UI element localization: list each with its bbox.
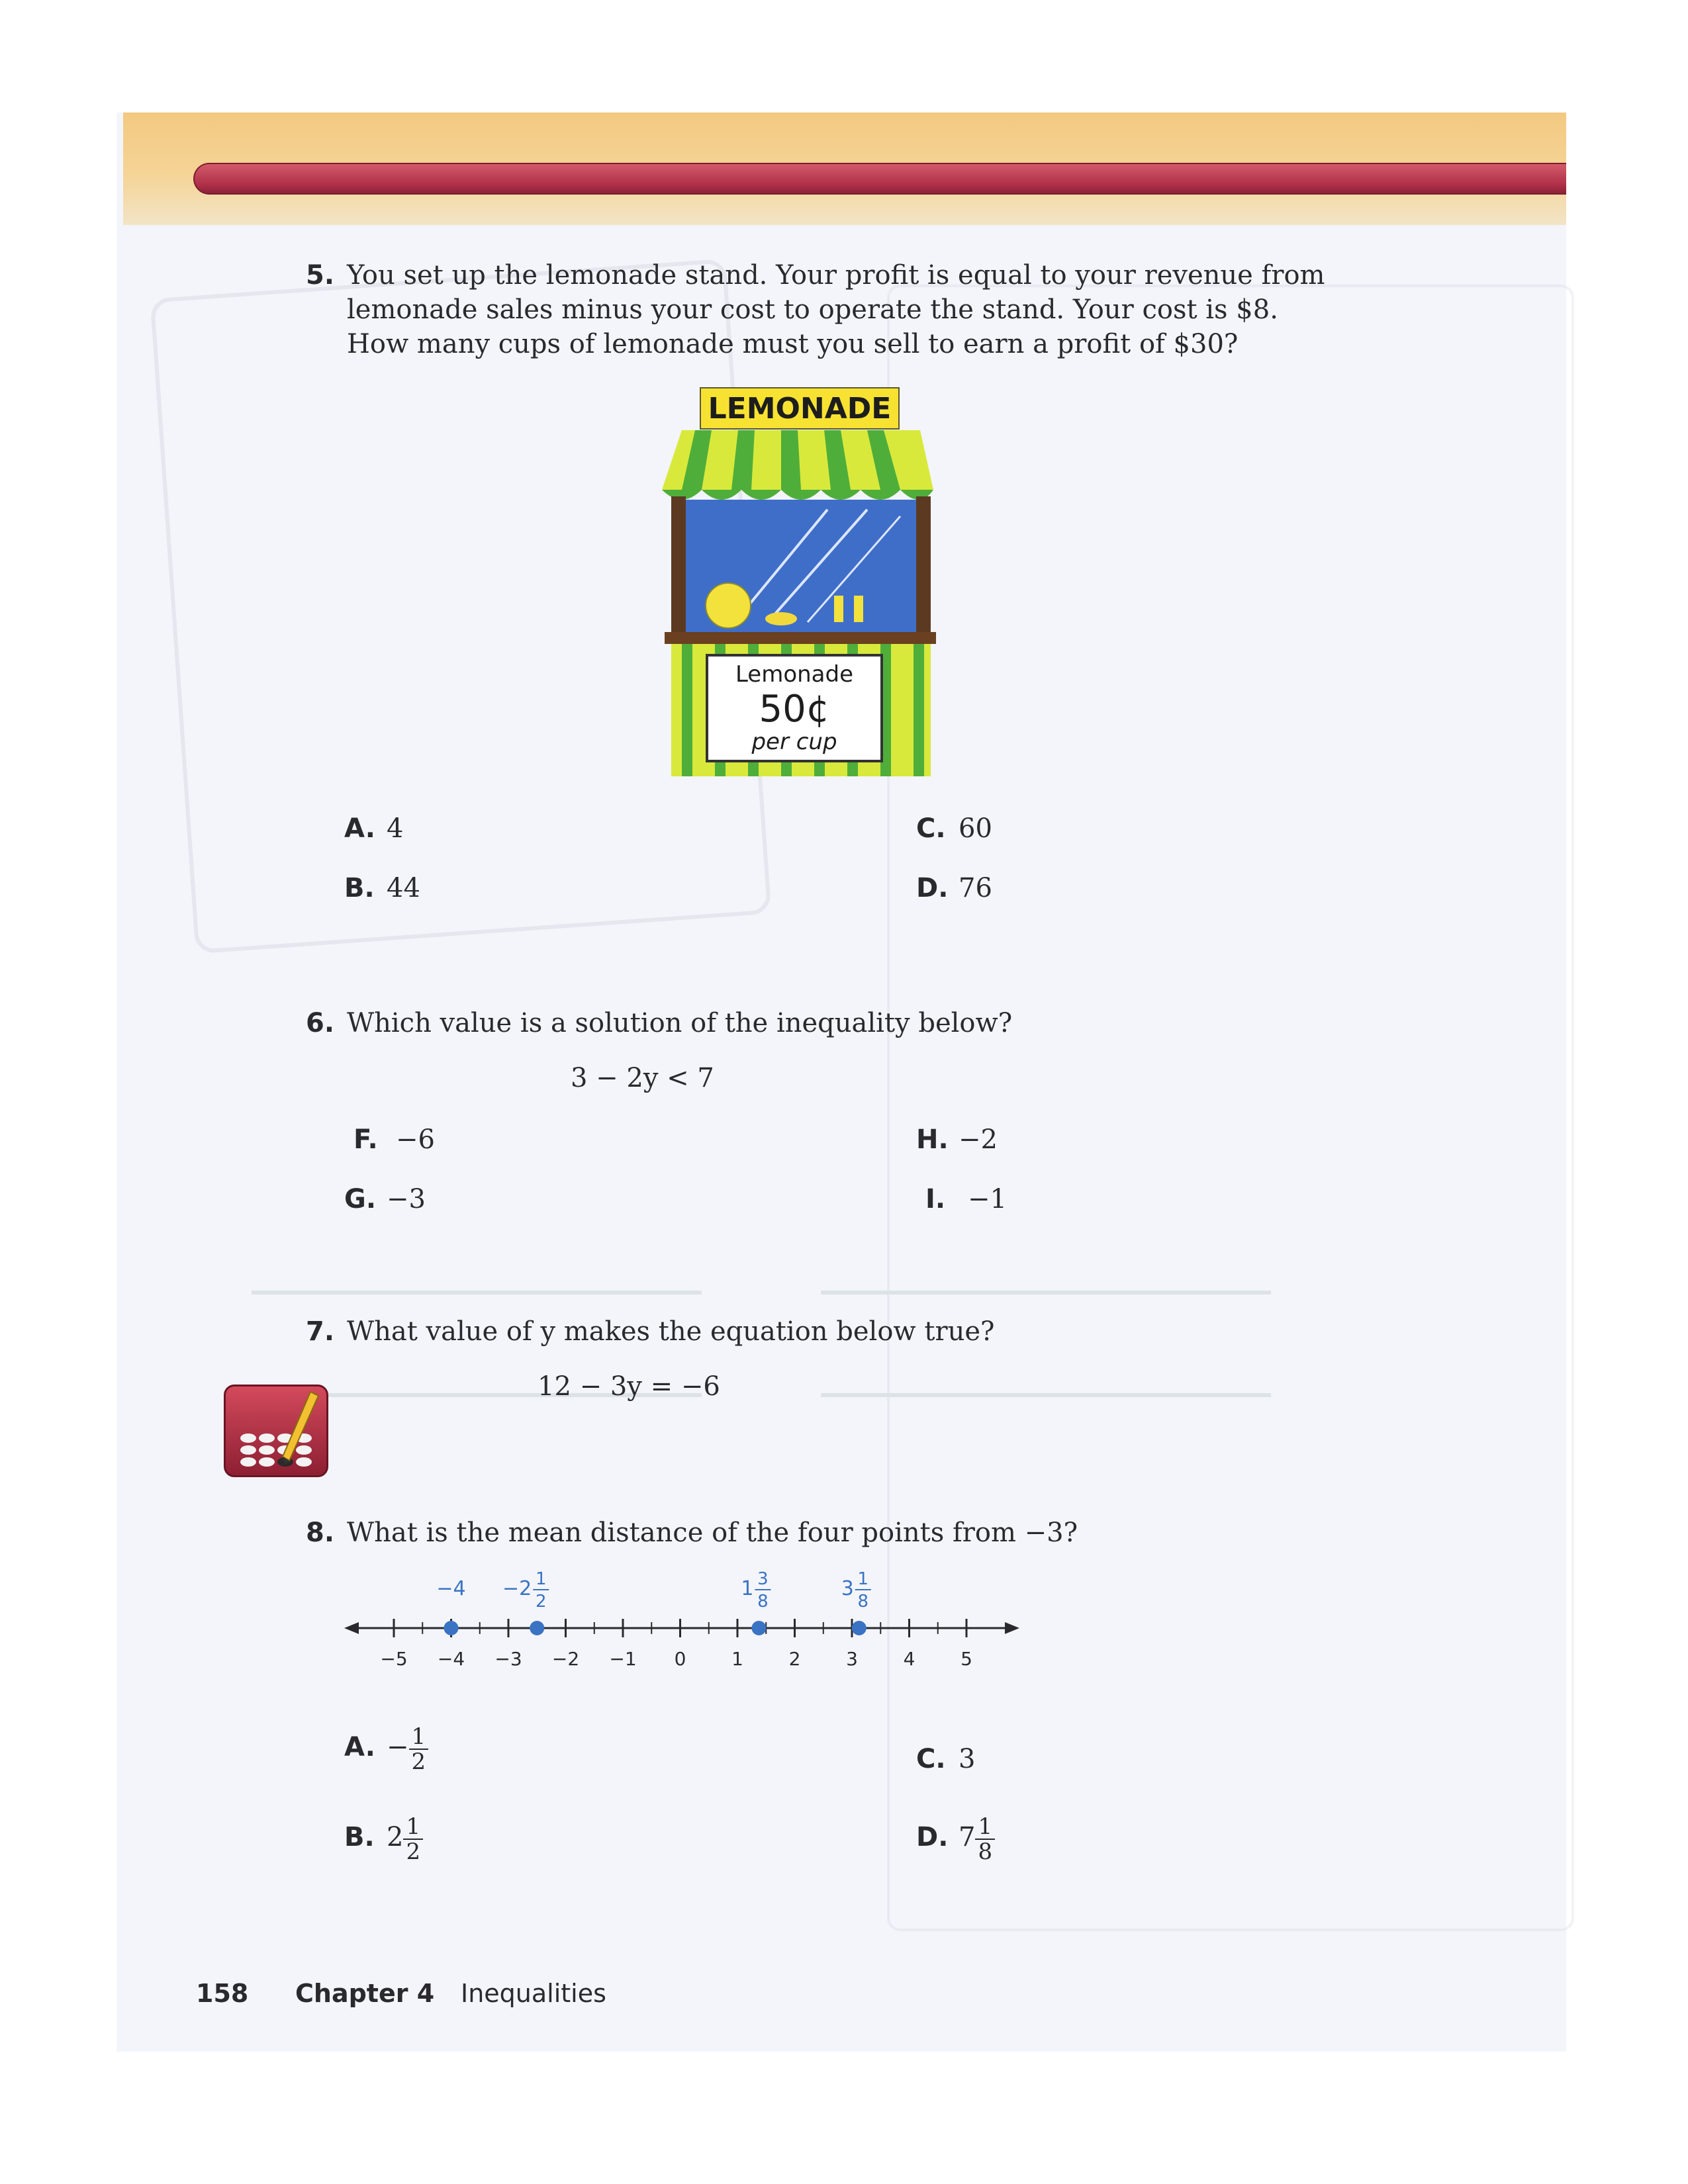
page-number: 158: [196, 1979, 249, 2008]
fraction-numerator: 1: [409, 1725, 429, 1750]
fraction-numerator: 1: [975, 1815, 995, 1840]
tick-label: −1: [609, 1648, 637, 1670]
tick-label: 1: [731, 1648, 743, 1670]
choice-value: 4: [387, 813, 404, 844]
q5-choice-c[interactable]: [916, 811, 992, 846]
choice-label: H.: [916, 1124, 949, 1155]
question-number: 6.: [306, 1008, 335, 1038]
choice-fraction: [409, 1725, 429, 1774]
q6-choice-h[interactable]: [916, 1122, 998, 1157]
choice-fraction: [403, 1815, 423, 1864]
choice-value: 76: [959, 873, 992, 903]
fraction-numerator: 1: [403, 1815, 423, 1840]
fraction-denominator: 2: [411, 1749, 426, 1775]
question-6: [306, 1006, 1299, 1040]
q7-equation: 12 − 3y = −6: [538, 1371, 720, 1402]
choice-fraction: [975, 1815, 995, 1864]
q5-choice-a[interactable]: [344, 811, 403, 846]
q5-choice-b[interactable]: [344, 871, 420, 905]
tick-label: 5: [961, 1648, 972, 1670]
choice-label: C.: [916, 813, 946, 844]
q5-choice-d[interactable]: [916, 871, 992, 905]
question-5: [306, 258, 1325, 364]
choice-whole: −: [387, 1732, 409, 1762]
tick-label: 3: [846, 1648, 858, 1670]
tick-label: 0: [674, 1648, 686, 1670]
question-number: 5.: [306, 260, 335, 291]
question-text: Which value is a solution of the inequality below?: [347, 1008, 1013, 1038]
choice-label: C.: [916, 1744, 946, 1774]
question-number: 7.: [306, 1316, 335, 1347]
choice-whole: 2: [387, 1822, 404, 1852]
question-text-line: You set up the lemonade stand. Your profit is equal to your revenue from: [347, 260, 1325, 291]
choice-label: D.: [916, 873, 949, 903]
question-text: What is the mean distance of the four points from −3?: [347, 1518, 1078, 1548]
q6-choice-i[interactable]: [925, 1182, 1007, 1216]
question-text-line: lemonade sales minus your cost to operate the stand. Your cost is $8.: [347, 295, 1278, 325]
tick-label: 4: [903, 1648, 915, 1670]
chapter-title: Inequalities: [461, 1979, 606, 2008]
data-point: [751, 1621, 766, 1635]
tick-label: −5: [380, 1648, 408, 1670]
choice-label: G.: [344, 1184, 377, 1214]
q8-choice-b[interactable]: [344, 1815, 423, 1864]
grid-in-pencil-icon: [224, 1385, 328, 1477]
point-label-denominator: 8: [757, 1592, 769, 1612]
choice-value: −2: [959, 1124, 998, 1155]
header-bar: [193, 163, 1566, 195]
point-label-numerator: 1: [857, 1569, 869, 1589]
point-label-numerator: 1: [535, 1569, 547, 1589]
fraction-denominator: 8: [978, 1839, 993, 1865]
choice-label: A.: [344, 1732, 375, 1762]
q8-choice-a[interactable]: [344, 1725, 428, 1774]
point-label-whole: 1: [741, 1577, 754, 1600]
sign-price: 50¢: [759, 688, 830, 731]
point-label-denominator: 2: [535, 1592, 547, 1612]
point-label-numerator: 3: [757, 1569, 769, 1589]
tick-label: −3: [494, 1648, 522, 1670]
choice-value: −3: [387, 1184, 426, 1214]
point-label: −4: [436, 1577, 466, 1600]
tick-label: −2: [551, 1648, 580, 1670]
right-arrow-icon: [1005, 1622, 1019, 1634]
choice-value: 3: [959, 1744, 976, 1774]
data-point: [852, 1621, 867, 1635]
left-arrow-icon: [344, 1622, 359, 1634]
choice-label: A.: [344, 813, 375, 844]
data-point: [530, 1621, 544, 1635]
lemonade-stand-illustration: [655, 384, 947, 794]
number-line: [344, 1569, 1046, 1688]
question-text: What value of y makes the equation below true?: [347, 1316, 995, 1347]
choice-value: 44: [387, 873, 420, 903]
data-point: [444, 1621, 459, 1635]
sign-line-1: Lemonade: [735, 661, 854, 688]
choice-label: I.: [925, 1184, 946, 1214]
question-text-line: How many cups of lemonade must you sell to earn a profit of $30?: [347, 329, 1239, 359]
q8-choice-d[interactable]: [916, 1815, 995, 1864]
choice-label: F.: [353, 1124, 378, 1155]
q8-choice-c[interactable]: [916, 1742, 975, 1776]
choice-value: −6: [396, 1124, 435, 1155]
sign-line-3: per cup: [751, 729, 837, 755]
question-7: [306, 1314, 1299, 1349]
tick-label: 2: [788, 1648, 801, 1670]
choice-value: 60: [959, 813, 992, 844]
choice-label: B.: [344, 873, 375, 903]
fraction-denominator: 2: [406, 1839, 421, 1865]
choice-value: −1: [968, 1184, 1007, 1214]
question-number: 8.: [306, 1518, 335, 1548]
question-8: [306, 1516, 1299, 1550]
choice-label: D.: [916, 1822, 949, 1852]
q6-equation: 3 − 2y < 7: [571, 1063, 714, 1093]
point-label-whole: 3: [841, 1577, 854, 1600]
point-label-denominator: 8: [857, 1592, 869, 1612]
choice-label: B.: [344, 1822, 375, 1852]
chapter-label: Chapter 4: [295, 1979, 435, 2008]
q6-choice-f[interactable]: [353, 1122, 435, 1157]
banner-text: LEMONADE: [708, 392, 892, 426]
q6-choice-g[interactable]: [344, 1182, 426, 1216]
question-text: [347, 258, 1325, 361]
choice-whole: 7: [959, 1822, 976, 1852]
tick-label: −4: [437, 1648, 465, 1670]
point-label-whole: −2: [502, 1577, 532, 1600]
